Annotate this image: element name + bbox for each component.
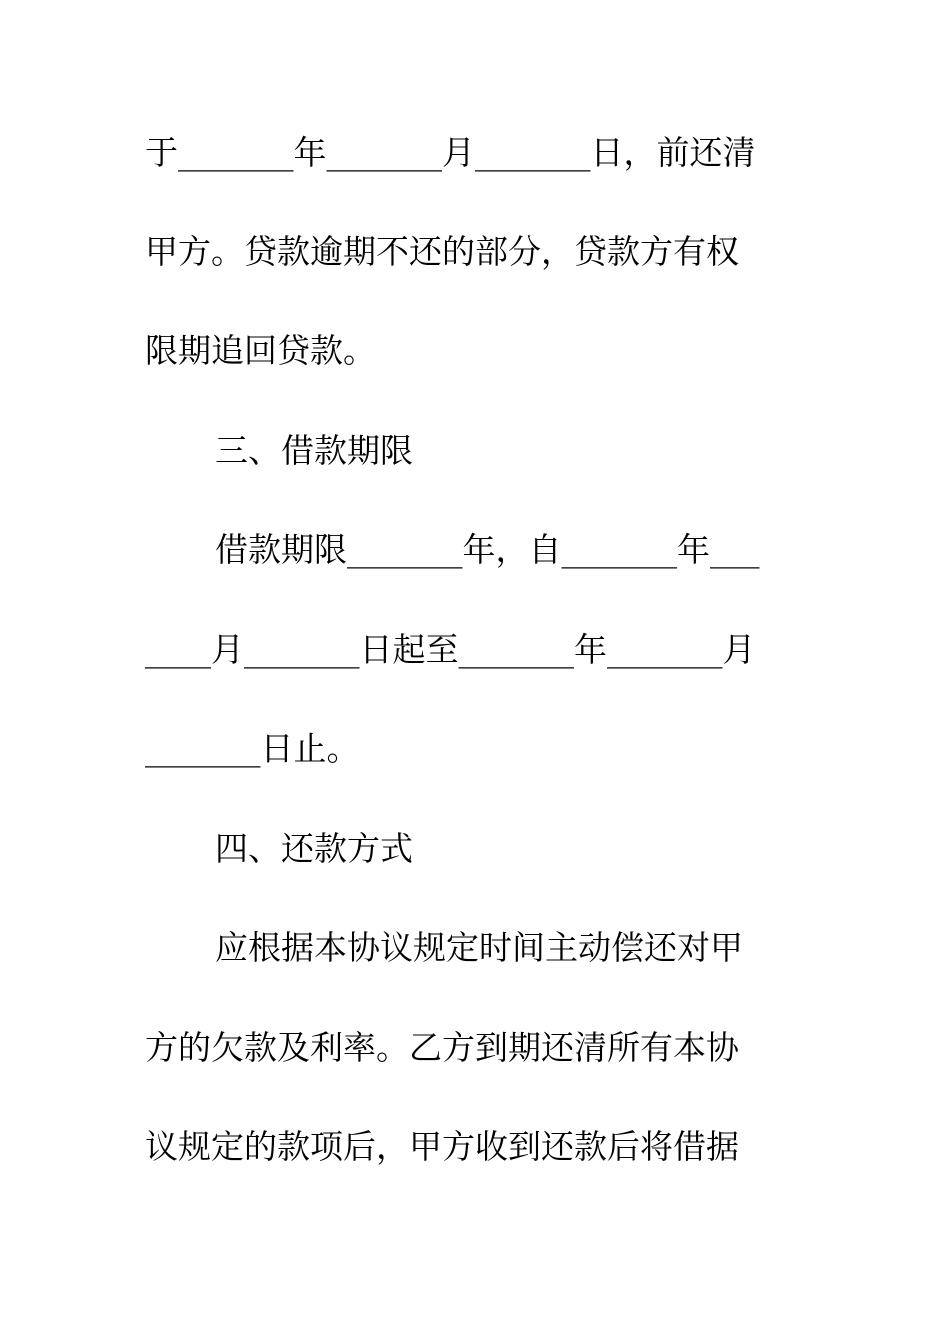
text-line-10: 方的欠款及利率。乙方到期还清所有本协 bbox=[145, 1028, 739, 1067]
text-line-9: 应根据本协议规定时间主动偿还对甲 bbox=[215, 928, 743, 967]
text-line-5: 借款期限_______年，自_______年___ bbox=[215, 530, 760, 569]
text-line-11: 议规定的款项后，甲方收到还款后将借据 bbox=[145, 1127, 739, 1166]
text-line-6: ____月_______日起至_______年_______月 bbox=[145, 630, 756, 669]
text-line-2: 甲方。贷款逾期不还的部分，贷款方有权 bbox=[145, 232, 739, 271]
text-line-1: 于_______年_______月_______日，前还清 bbox=[145, 133, 756, 172]
text-line-3: 限期追回贷款。 bbox=[145, 331, 376, 370]
text-line-7: _______日止。 bbox=[145, 729, 360, 768]
section-heading-3: 三、借款期限 bbox=[215, 431, 413, 470]
section-heading-4: 四、还款方式 bbox=[215, 829, 413, 868]
